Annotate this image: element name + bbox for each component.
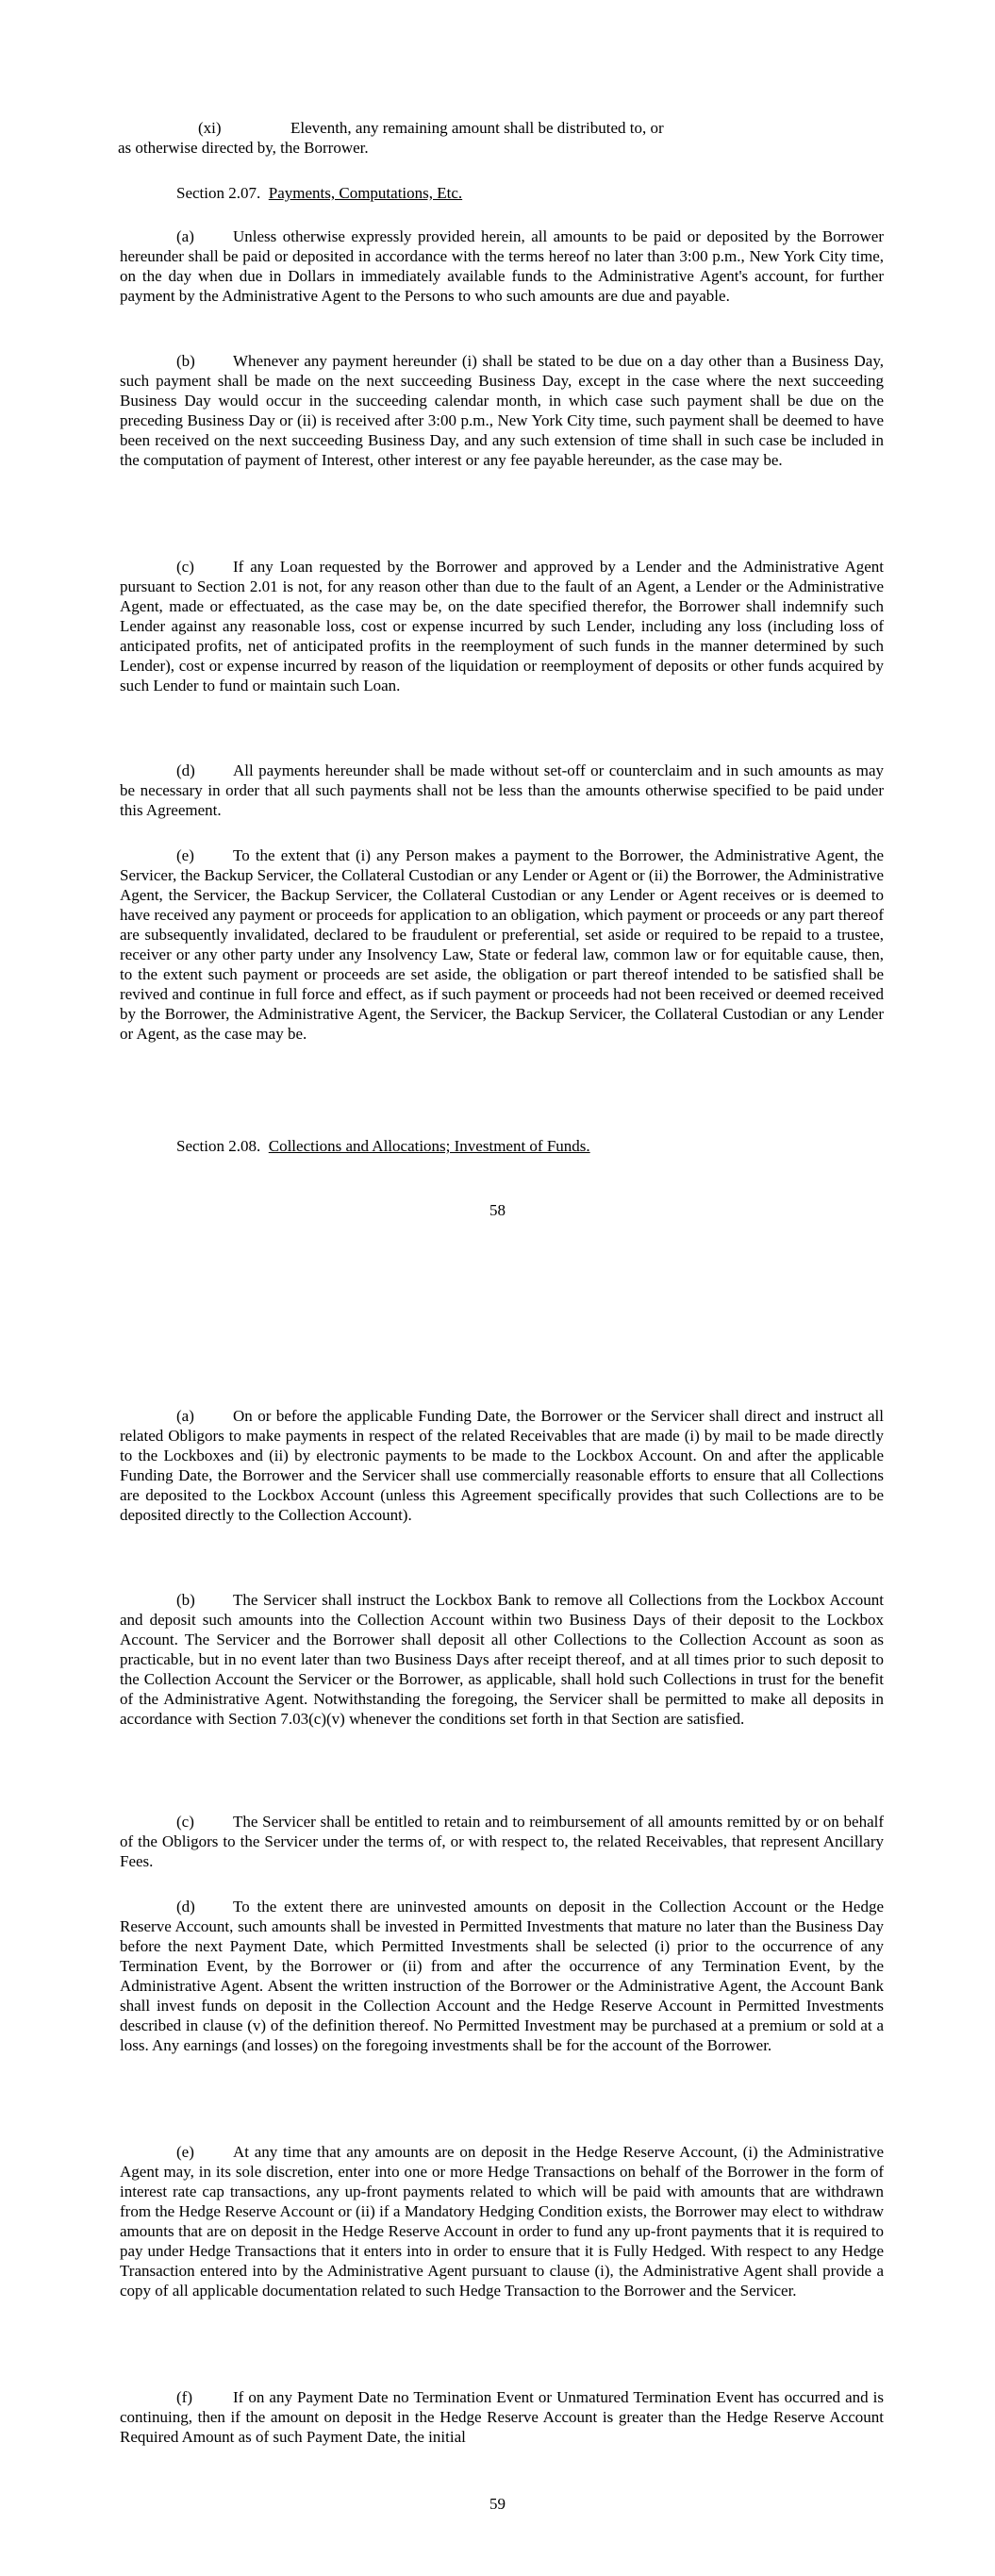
paragraph-letter: (a): [176, 227, 194, 245]
paragraph-text: Whenever any payment hereunder (i) shall be stated to be due on a day other than a Business Day, such payment shall be made on the next succeeding Business Day, except in the case where the next succeeding Business Day would occur in the succeeding calendar month, in which case such payment shall be due on the preceding Business Day or (ii) is received after 3:00 p.m., New York City time, such payment shall be deemed to have been received on the next succeeding Business Day, and any such extension of time shall in such case be included in the computation of payment of Interest, other interest or any fee payable hereunder, as the case may be.: [120, 352, 884, 469]
paragraph-2-07-c: [120, 557, 884, 695]
paragraph-letter: (c): [176, 558, 194, 576]
paragraph-letter: (f): [176, 2388, 192, 2406]
paragraph-text: To the extent that (i) any Person makes a payment to the Borrower, the Administrative Agent, the Servicer, the Backup Servicer, the Collateral Custodian or any Lender or Agent or (ii) the Borrower, the Administrative Agent, the Servicer, the Backup Servicer, the Collateral Custodian or any Lender or Agent receives or is deemed to have received any payment or proceeds for application to an obligation, which payment or proceeds or any part thereof are subsequently invalidated, declared to be fraudulent or preferential, set aside or required to be repaid to a trustee, receiver or any other party under any Insolvency Law, State or federal law, common law or for equitable cause, then, to the extent such payment or proceeds are set aside, the obligation or part thereof intended to be satisfied shall be revived and continue in full force and effect, as if such payment or proceeds had not been received or deemed received by the Borrower, the Administrative Agent, the Servicer, the Backup Servicer, the Collateral Custodian or any Lender or Agent, as the case may be.: [120, 846, 884, 1043]
section-title: Payments, Computations, Etc.: [268, 184, 463, 202]
paragraph-letter: (b): [176, 352, 195, 370]
paragraph-letter: (a): [176, 1407, 194, 1425]
page-number: 58: [489, 1201, 506, 1219]
paragraph-letter: (b): [176, 1591, 195, 1609]
section-title: Collections and Allocations; Investment of Funds.: [268, 1137, 590, 1155]
clause-xi-text: Eleventh, any remaining amount shall be distributed to, or: [290, 119, 664, 137]
paragraph-text: If any Loan requested by the Borrower and approved by a Lender and the Administrative Agent pursuant to Section 2.01 is not, for any reason other than due to the fault of an Agent, a Lender or the Administrative Agent, made or effectuated, as the case may be, on the date specified therefor, the Borrower shall indemnify such Lender against any reasonable loss, cost or expense incurred by such Lender, including any loss (including loss of anticipated profits, net of anticipated profits in the reemployment of such funds in the manner determined by such Lender), cost or expense incurred by reason of the liquidation or reemployment of deposits or other funds acquired by such Lender to fund or maintain such Loan.: [120, 558, 884, 694]
paragraph-2-08-f: [120, 2387, 884, 2447]
paragraph-2-07-d: [120, 761, 884, 820]
paragraph-2-08-b: [120, 1590, 884, 1729]
section-2-08-heading: [176, 1136, 590, 1156]
clause-xi: [118, 118, 884, 158]
paragraph-2-08-a: [120, 1406, 884, 1525]
paragraph-letter: (c): [176, 1813, 194, 1831]
paragraph-2-08-d: [120, 1897, 884, 2055]
paragraph-2-07-a: [120, 226, 884, 306]
paragraph-text: All payments hereunder shall be made without set-off or counterclaim and in such amounts as may be necessary in order that all such payments shall not be less than the amounts otherwise specified to be paid under this Agreement.: [120, 761, 884, 819]
paragraph-2-08-e: [120, 2142, 884, 2300]
paragraph-letter: (d): [176, 761, 195, 779]
paragraph-letter: (e): [176, 846, 194, 864]
paragraph-text: At any time that any amounts are on deposit in the Hedge Reserve Account, (i) the Administrative Agent may, in its sole discretion, enter into one or more Hedge Transactions on behalf of the Borrower in the form of interest rate cap transactions, any up-front payments related to which will be paid with amounts that are withdrawn from the Hedge Reserve Account or (ii) if a Mandatory Hedging Condition exists, the Borrower may elect to withdraw amounts that are on deposit in the Hedge Reserve Account in order to fund any up-front payments that it is required to pay under Hedge Transactions that it enters into in order to ensure that it is Fully Hedged. With respect to any Hedge Transaction entered into by the Administrative Agent pursuant to clause (i), the Administrative Agent shall provide a copy of all applicable documentation related to such Hedge Transaction to the Borrower and the Servicer.: [120, 2143, 884, 2300]
paragraph-text: The Servicer shall be entitled to retain and to reimbursement of all amounts remitted by or on behalf of the Obligors to the Servicer under the terms of, or with respect to, the related Receivables, that represent Ancillary Fees.: [120, 1813, 884, 1870]
paragraph-2-07-e: [120, 845, 884, 1044]
clause-xi-continuation: as otherwise directed by, the Borrower.: [118, 139, 369, 157]
paragraph-text: On or before the applicable Funding Date, the Borrower or the Servicer shall direct and instruct all related Obligors to make payments in respect of the related Receivables that are made (i) by mail to be made directly to the Lockboxes and (ii) by electronic payments to be made to the Lockbox Account. On and after the applicable Funding Date, the Borrower and the Servicer shall use commercially reasonable efforts to ensure that all Collections are deposited to the Lockbox Account (unless this Agreement specifically provides that such Collections are to be deposited directly to the Collection Account).: [120, 1407, 884, 1524]
paragraph-text: To the extent there are uninvested amounts on deposit in the Collection Account or the Hedge Reserve Account, such amounts shall be invested in Permitted Investments that mature no later than the Business Day before the next Payment Date, which Permitted Investments shall be selected (i) prior to the occurrence of any Termination Event, by the Borrower or (ii) from and after the occurrence of any Termination Event, by the Administrative Agent. Absent the written instruction of the Borrower or the Administrative Agent, the Account Bank shall invest funds on deposit in the Collection Account and the Hedge Reserve Account in Permitted Investments described in clause (v) of the definition thereof. No Permitted Investment may be purchased at a premium or sold at a loss. Any earnings (and losses) on the foregoing investments shall be for the account of the Borrower.: [120, 1898, 884, 2054]
page-59: [0, 1288, 995, 2576]
paragraph-letter: (e): [176, 2143, 194, 2161]
section-2-07-heading: [176, 183, 462, 203]
section-label: Section 2.07.: [176, 184, 261, 202]
paragraph-letter: (d): [176, 1898, 195, 1915]
section-label: Section 2.08.: [176, 1137, 261, 1155]
paragraph-2-08-c: [120, 1812, 884, 1871]
paragraph-text: If on any Payment Date no Termination Event or Unmatured Termination Event has occurred and is continuing, then if the amount on deposit in the Hedge Reserve Account is greater than the Hedge Reserve Account Required Amount as of such Payment Date, the initial: [120, 2388, 884, 2446]
paragraph-text: Unless otherwise expressly provided herein, all amounts to be paid or deposited by the Borrower hereunder shall be paid or deposited in accordance with the terms hereof no later than 3:00 p.m., New York City time, on the day when due in Dollars in immediately available funds to the Administrative Agent's account, for further payment by the Administrative Agent to the Persons to who such amounts are due and payable.: [120, 227, 884, 305]
page-number: 59: [489, 2495, 506, 2513]
clause-xi-number: (xi): [198, 119, 222, 137]
paragraph-2-07-b: [120, 351, 884, 470]
paragraph-text: The Servicer shall instruct the Lockbox Bank to remove all Collections from the Lockbox Account and deposit such amounts into the Collection Account within two Business Days of their deposit to the Lockbox Account. The Servicer and the Borrower shall deposit all other Collections to the Collection Account as soon as practicable, but in no event later than two Business Days after receipt thereof, and at all times prior to such deposit to the Collection Account the Servicer or the Borrower, as applicable, shall hold such Collections in trust for the benefit of the Administrative Agent. Notwithstanding the foregoing, the Servicer shall be permitted to make all deposits in accordance with Section 7.03(c)(v) whenever the conditions set forth in that Section are satisfied.: [120, 1591, 884, 1728]
